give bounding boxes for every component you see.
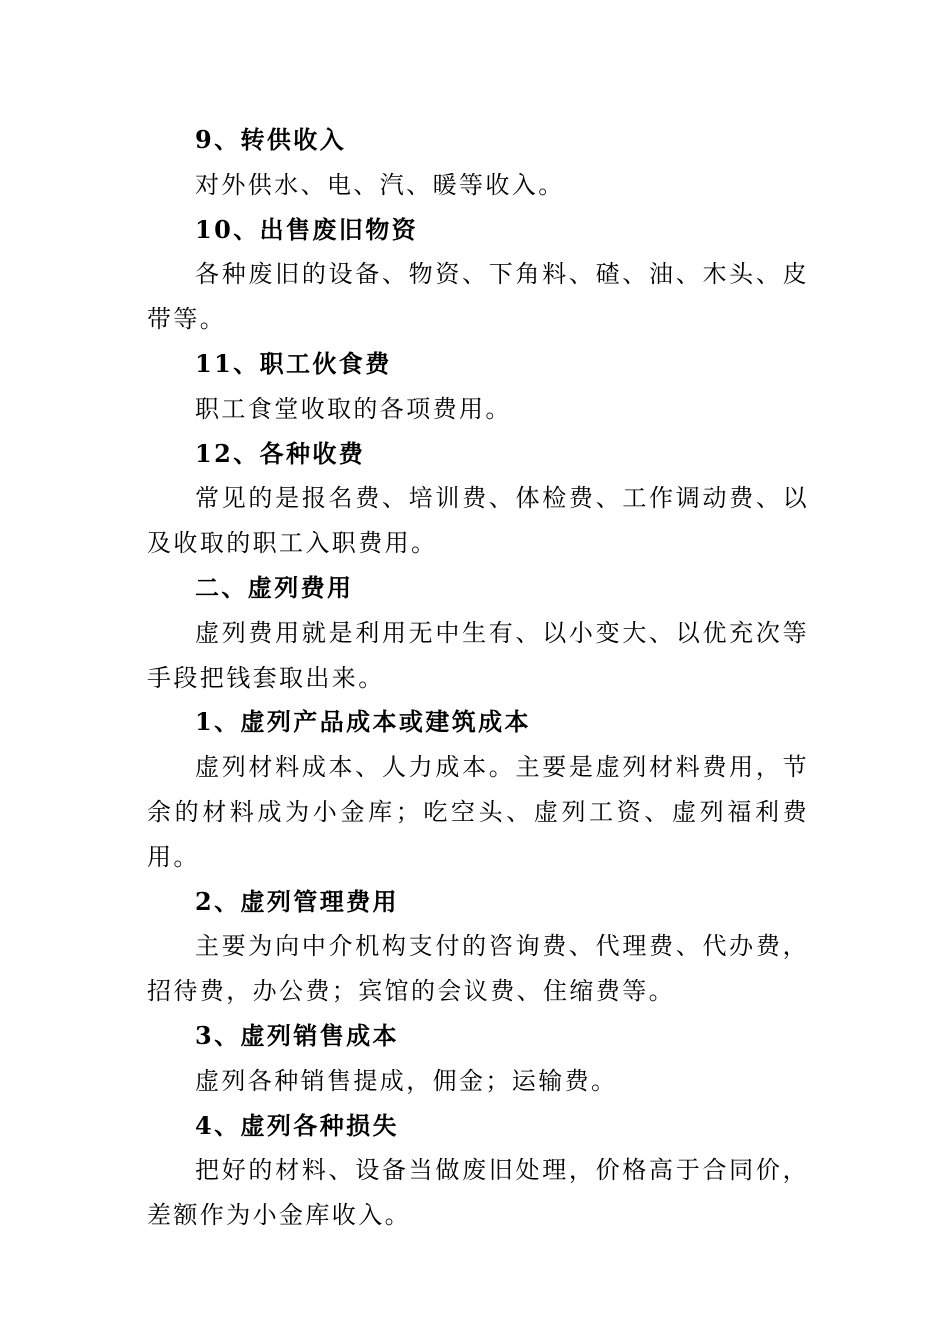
paragraph: 主要为向中介机构支付的咨询费、代理费、代办费，招待费，办公费；宾馆的会议费、住缩费等。 xyxy=(147,932,809,1006)
subsection-heading-4: 4、虚列各种损失 xyxy=(195,1110,399,1140)
document-body xyxy=(147,118,809,1238)
paragraph: 常见的是报名费、培训费、体检费、工作调动费、以及收取的职工入职费用。 xyxy=(147,484,809,558)
subsection-heading-3: 3、虚列销售成本 xyxy=(195,1020,399,1050)
section-heading-9: 9、转供收入 xyxy=(195,125,347,154)
subsection-heading-2: 2、虚列管理费用 xyxy=(195,886,399,916)
paragraph: 虚列各种销售提成，佣金；运输费。 xyxy=(195,1066,618,1095)
paragraph: 对外供水、电、汽、暖等收入。 xyxy=(195,170,565,199)
section-heading-12: 12、各种收费 xyxy=(195,438,366,468)
subsection-heading-1: 1、虚列产品成本或建筑成本 xyxy=(195,707,531,737)
chapter-heading-2: 二、虚列费用 xyxy=(195,572,354,602)
paragraph: 虚列费用就是利用无中生有、以小变大、以优充次等手段把钱套取出来。 xyxy=(147,618,809,692)
paragraph: 把好的材料、设备当做废旧处理，价格高于合同价，差额作为小金库收入。 xyxy=(147,1156,809,1230)
paragraph: 各种废旧的设备、物资、下角料、碴、油、木头、皮带等。 xyxy=(147,260,809,334)
section-heading-10: 10、出售废旧物资 xyxy=(195,214,418,244)
paragraph: 虚列材料成本、人力成本。主要是虚列材料费用，节余的材料成为小金库；吃空头、虚列工资、虚列福利费用。 xyxy=(147,753,809,871)
paragraph: 职工食堂收取的各项费用。 xyxy=(195,394,512,423)
section-heading-11: 11、职工伙食费 xyxy=(195,348,392,378)
